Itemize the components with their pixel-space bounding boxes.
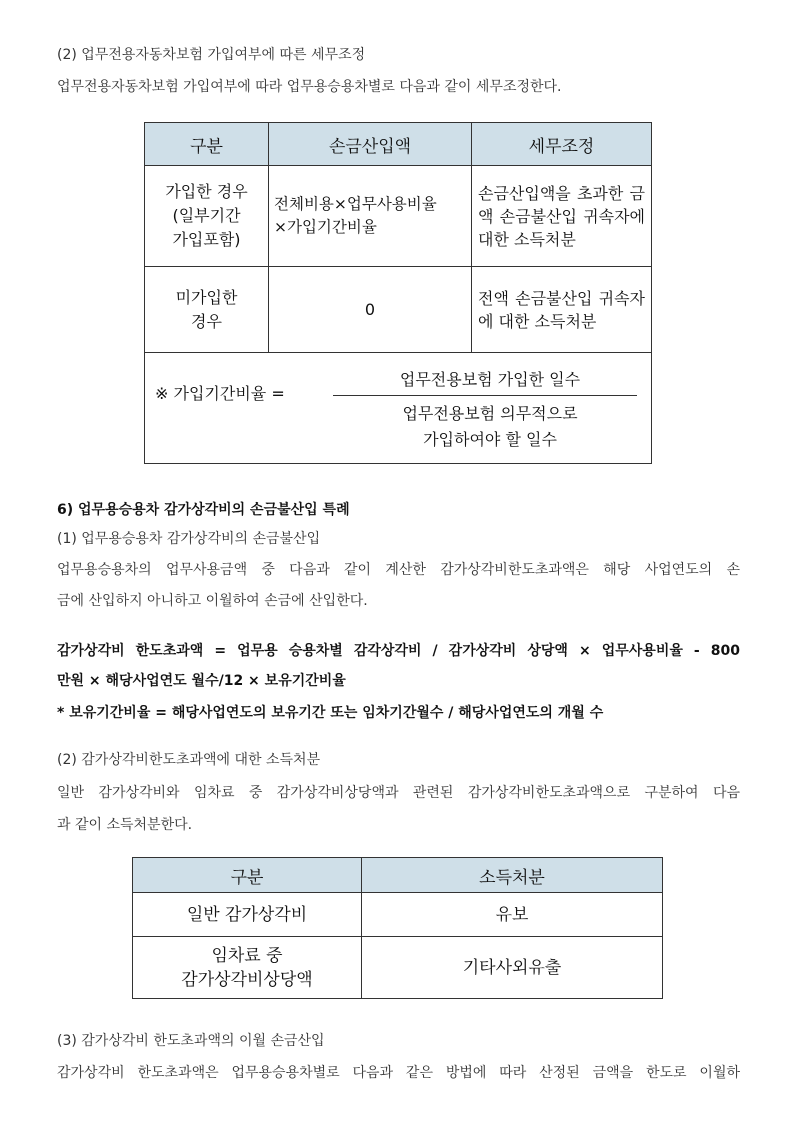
subsection-heading-carryover: (3) 감가상각비 한도초과액의 이월 손금산입 bbox=[57, 1033, 325, 1049]
section-heading-depreciation: 6) 업무용승용차 감가상각비의 손금불산입 특례 bbox=[57, 502, 350, 518]
table2-header-disposition: 소득처분 bbox=[362, 858, 663, 893]
formula-label: ※ 가입기간비율 = bbox=[155, 384, 285, 403]
table1-header-category: 구분 bbox=[145, 123, 269, 166]
table1-cell-uninsured-adjustment: 전액 손금불산입 귀속자에 대한 소득처분 bbox=[472, 267, 652, 353]
formula-line-3: * 보유기간비율 = 해당사업연도의 보유기간 또는 임차기간월수 / 해당사업연도의 개월 수 bbox=[57, 705, 604, 721]
table1-formula-row bbox=[145, 353, 652, 464]
table2-cell-reserve: 유보 bbox=[362, 893, 663, 937]
paragraph-carryover: 감가상각비 한도초과액은 업무용승용차별로 다음과 같은 방법에 따라 산정된 금액을 한도로 이월하 bbox=[57, 1065, 740, 1081]
formula-line-1: 감가상각비 한도초과액 = 업무용 승용차별 감각상각비 / 감가상각비 상당액 × 업무사용비율 - 800 bbox=[57, 643, 740, 659]
table1-header-deductible: 손금산입액 bbox=[269, 123, 472, 166]
table2-header-category: 구분 bbox=[133, 858, 362, 893]
table1-cell-insured-adjustment: 손금산입액을 초과한 금액 손금불산입 귀속자에 대한 소득처분 bbox=[472, 166, 652, 267]
table-row bbox=[145, 267, 652, 353]
table-row bbox=[133, 937, 663, 999]
subsection-heading-disposition: (2) 감가상각비한도초과액에 대한 소득처분 bbox=[57, 752, 321, 768]
fraction-bar bbox=[333, 395, 637, 396]
formula-line-2: 만원 × 해당사업연도 월수/12 × 보유기간비율 bbox=[57, 673, 346, 689]
table2-cell-general: 일반 감가상각비 bbox=[133, 893, 362, 937]
table2-cell-outflow: 기타사외유출 bbox=[362, 937, 663, 999]
table1-cell-insured-amount: 전체비용×업무사용비율 ×가입기간비율 bbox=[269, 166, 472, 267]
table1-cell-insured: 가입한 경우 (일부기간 가입포함) bbox=[145, 166, 269, 267]
insurance-adjustment-table bbox=[144, 122, 652, 464]
subsection-heading-nondeductible: (1) 업무용승용차 감가상각비의 손금불산입 bbox=[57, 531, 321, 547]
paragraph-disposition: 일반 감가상각비와 임차료 중 감가상각비상당액과 관련된 감가상각비한도초과액으로 구분하여 다음 bbox=[57, 785, 740, 801]
income-disposition-table bbox=[132, 857, 663, 999]
table-row bbox=[145, 166, 652, 267]
formula-numerator: 업무전용보험 가입한 일수 bbox=[399, 370, 581, 389]
formula-denominator: 업무전용보험 의무적으로 가입하여야 할 일수 bbox=[402, 404, 578, 449]
paragraph-nondeductible: 업무용승용차의 업무사용금액 중 다음과 같이 계산한 감가상각비한도초과액은 해당 사업연도의 손 bbox=[57, 562, 740, 578]
section-heading-insurance: (2) 업무전용자동차보험 가입여부에 따른 세무조정 bbox=[57, 47, 366, 63]
table1-header-adjustment: 세무조정 bbox=[472, 123, 652, 166]
table2-cell-lease: 임차료 중 감가상각비상당액 bbox=[133, 937, 362, 999]
section-intro-insurance: 업무전용자동차보험 가입여부에 따라 업무용승용차별로 다음과 같이 세무조정한다. bbox=[57, 79, 562, 95]
table-row bbox=[133, 893, 663, 937]
table1-cell-uninsured-amount: 0 bbox=[269, 267, 472, 353]
paragraph-nondeductible-cont: 금에 산입하지 아니하고 이월하여 손금에 산입한다. bbox=[57, 593, 368, 609]
table1-cell-uninsured: 미가입한 경우 bbox=[145, 267, 269, 353]
paragraph-disposition-cont: 과 같이 소득처분한다. bbox=[57, 817, 193, 833]
